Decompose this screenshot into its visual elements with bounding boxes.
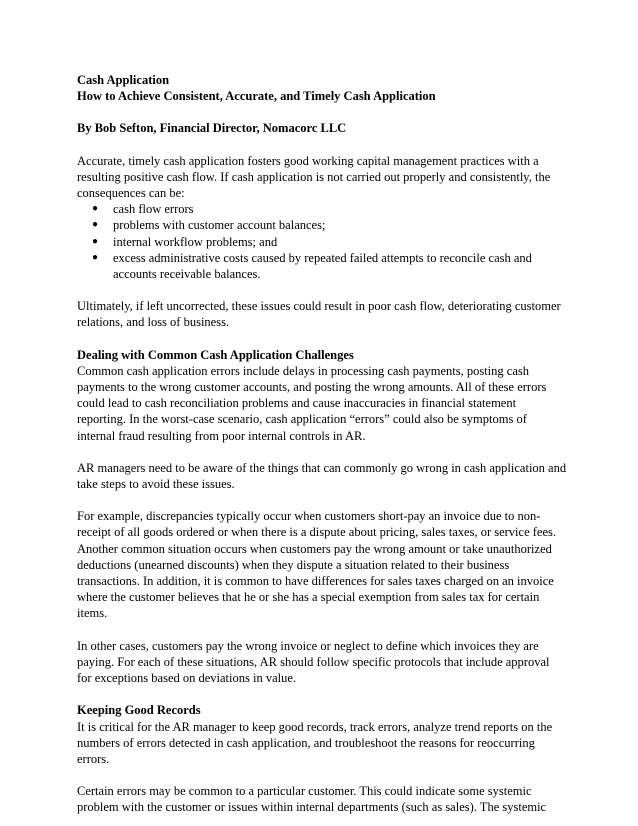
title-block bbox=[77, 72, 567, 104]
section-heading-records: Keeping Good Records bbox=[77, 703, 201, 718]
list-item-text: problems with customer account balances; bbox=[113, 218, 326, 233]
list-item-text: internal workflow problems; and bbox=[113, 234, 278, 249]
bullet-icon: ● bbox=[92, 219, 99, 231]
consequences-list bbox=[77, 201, 567, 282]
bullet-icon: ● bbox=[92, 235, 99, 247]
document-subtitle: How to Achieve Consistent, Accurate, and Timely Cash Application bbox=[77, 89, 436, 104]
challenges-paragraph-4: In other cases, customers pay the wrong invoice or neglect to define which invoices they are paying. For each of these situations, AR should follow specific protocols that include approval for exceptions based on deviations in value. bbox=[77, 638, 550, 686]
list-item bbox=[92, 201, 567, 217]
records-paragraph-2: Certain errors may be common to a particular customer. This could indicate some systemic problem with the customer or issues within internal departments (such as sales). The systemic bbox=[77, 784, 547, 815]
bullet-icon: ● bbox=[92, 251, 99, 263]
intro-paragraph: Accurate, timely cash application fosters good working capital management practices with a resulting positive cash flow. If cash application is not carried out properly and consistently, the consequences can be: bbox=[77, 153, 551, 201]
author-byline: By Bob Sefton, Financial Director, Nomacorc LLC bbox=[77, 121, 347, 136]
bullet-icon: ● bbox=[92, 203, 99, 215]
challenges-paragraph-3: For example, discrepancies typically occur when customers short-pay an invoice due to non-receipt of all goods ordered or when there is a dispute about pricing, sales taxes, or service fees. Another common situation occurs when customers pay the wrong amount or take unauthorized deductions (unearned discounts) when they dispute a situation related to their business transactions. In addition, it is common to have differences for sales taxes charged on an invoice where the customer believes that he or she has a special exemption from sales tax for certain items. bbox=[77, 509, 556, 621]
challenges-paragraph-1: Common cash application errors include delays in processing cash payments, posting cash payments to the wrong customer accounts, and posting the wrong amounts. All of these errors could lead to cash reconciliation problems and cause inaccuracies in financial statement reporting. In the worst-case scenario, cash application “errors” could also be symptoms of internal fraud resulting from poor internal controls in AR. bbox=[77, 363, 547, 443]
records-paragraph-1: It is critical for the AR manager to keep good records, track errors, analyze trend reports on the numbers of errors detected in cash application, and troubleshoot the reasons for reoccurring errors. bbox=[77, 719, 553, 766]
document-title: Cash Application bbox=[77, 73, 170, 87]
list-item bbox=[92, 234, 567, 250]
section-heading-challenges: Dealing with Common Cash Application Challenges bbox=[77, 347, 354, 362]
intro-conclusion: Ultimately, if left uncorrected, these issues could result in poor cash flow, deteriorating customer relations, and loss of business. bbox=[77, 299, 561, 330]
list-item bbox=[92, 250, 567, 282]
document-body bbox=[77, 72, 567, 816]
list-item-text: excess administrative costs caused by repeated failed attempts to reconcile cash and accounts receivable balances. bbox=[113, 250, 532, 282]
list-item-text: cash flow errors bbox=[113, 202, 194, 217]
list-item bbox=[92, 217, 567, 233]
challenges-paragraph-2: AR managers need to be aware of the things that can commonly go wrong in cash application and take steps to avoid these issues. bbox=[77, 460, 567, 492]
